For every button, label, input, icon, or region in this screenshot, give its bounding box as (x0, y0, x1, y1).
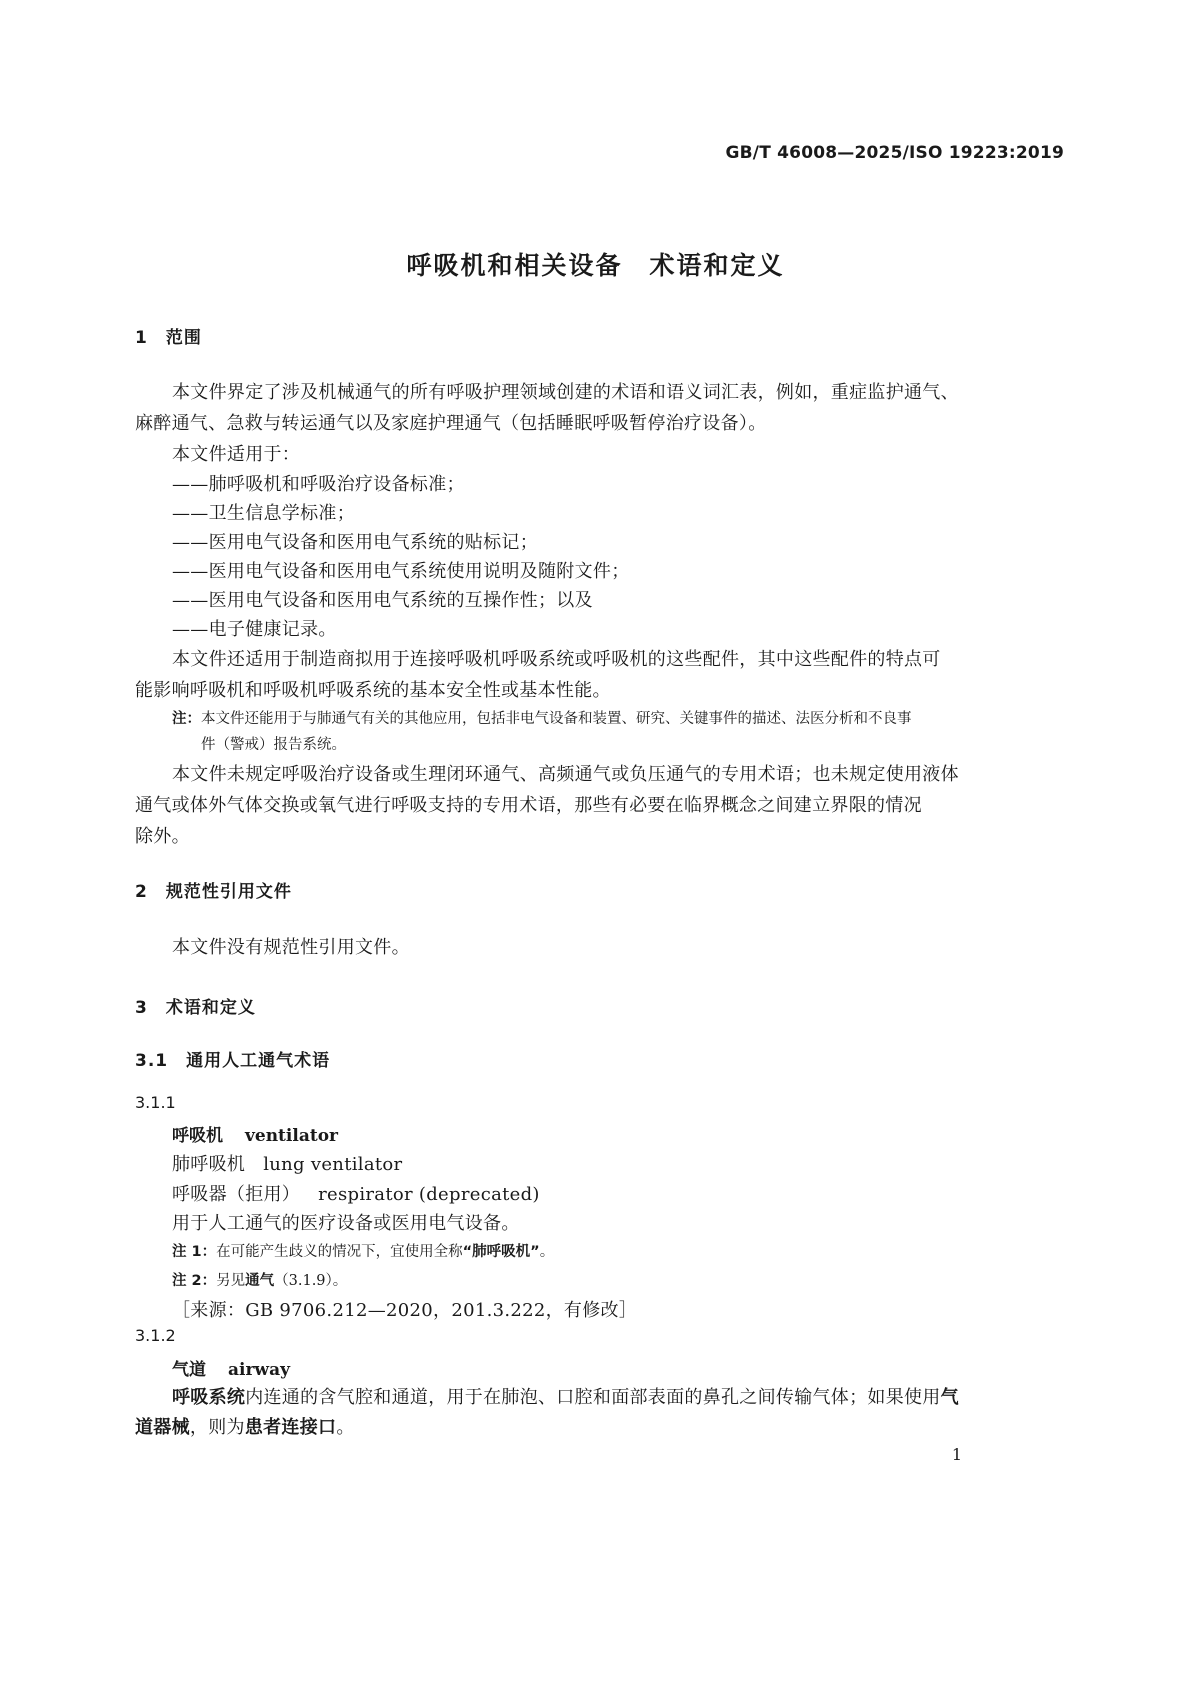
term-source: ［来源：GB 9706.212—2020，201.3.222，有修改］ (172, 1300, 638, 1321)
definition-text: ，则为 (189, 1417, 245, 1438)
term-note-2 (172, 1269, 347, 1290)
scope-list-item: ——卫生信息学标准； (172, 503, 355, 524)
term-definition-line-1 (172, 1383, 959, 1409)
term-synonym (172, 1150, 402, 1176)
note-term: 通气 (245, 1273, 275, 1289)
section-1-heading: 1 范围 (135, 328, 202, 348)
scope-note-label: 注： (172, 711, 201, 727)
normative-references-paragraph: 本文件没有规范性引用文件。 (172, 937, 410, 958)
term-en: airway (228, 1360, 290, 1380)
scope-list-item: ——肺呼吸机和呼吸治疗设备标准； (172, 474, 465, 495)
scope-list-item: ——医用电气设备和医用电气系统的互操作性；以及 (172, 590, 593, 611)
synonym-zh: 呼吸器（拒用） (172, 1184, 301, 1205)
cross-reference-term: 患者连接口 (244, 1417, 337, 1438)
scope-paragraph-4-line-1: 本文件未规定呼吸治疗设备或生理闭环通气、高频通气或负压通气的专用术语；也未规定使用液体 (172, 764, 959, 785)
scope-paragraph-3-line-1: 本文件还适用于制造商拟用于连接呼吸机呼吸系统或呼吸机的这些配件，其中这些配件的特点可 (172, 649, 941, 670)
term-zh: 呼吸机 (172, 1126, 223, 1146)
scope-note-line-1 (172, 707, 912, 728)
scope-list-item: ——电子健康记录。 (172, 619, 337, 640)
term-definition-line-2 (135, 1413, 355, 1439)
page-number: 1 (951, 1445, 962, 1464)
definition-text: 。 (336, 1417, 355, 1438)
term-definition: 用于人工通气的医疗设备或医用电气设备。 (172, 1213, 520, 1234)
note-label: 注 1： (172, 1244, 217, 1260)
term-en: ventilator (245, 1126, 338, 1146)
definition-text: 内连通的含气腔和通道，用于在肺泡、口腔和面部表面的鼻孔之间传输气体；如果使用 (245, 1387, 941, 1408)
term-deprecated-synonym (172, 1180, 540, 1206)
scope-paragraph-4-line-2: 通气或体外气体交换或氧气进行呼吸支持的专用术语，那些有必要在临界概念之间建立界限的情况 (135, 795, 922, 816)
scope-list-item: ——医用电气设备和医用电气系统的贴标记； (172, 532, 538, 553)
subsection-3-1-heading: 3.1 通用人工通气术语 (135, 1051, 331, 1071)
scope-note-line-2: 件（警戒）报告系统。 (201, 737, 346, 753)
term-note-1 (172, 1240, 554, 1261)
scope-paragraph-1-line-1: 本文件界定了涉及机械通气的所有呼吸护理领域创建的术语和语义词汇表，例如，重症监护通气、 (172, 382, 959, 403)
note-text: （3.1.9）。 (274, 1273, 348, 1289)
term-heading (172, 1355, 290, 1380)
scope-list-item: ——医用电气设备和医用电气系统使用说明及随附文件； (172, 561, 630, 582)
synonym-zh: 肺呼吸机 (172, 1154, 246, 1175)
term-number: 3.1.1 (135, 1093, 176, 1112)
section-2-heading: 2 规范性引用文件 (135, 882, 292, 902)
scope-paragraph-3-line-2: 能影响呼吸机和呼吸机呼吸系统的基本安全性或基本性能。 (135, 680, 611, 701)
term-heading (172, 1121, 338, 1146)
document-title: 呼吸机和相关设备 术语和定义 (406, 251, 785, 280)
scope-paragraph-4-line-3: 除外。 (135, 826, 190, 847)
scope-note-text: 本文件还能用于与肺通气有关的其他应用，包括非电气设备和装置、研究、关键事件的描述、法医分析和不良事 (201, 711, 912, 727)
cross-reference-term: 呼吸系统 (172, 1387, 246, 1408)
document-id-header: GB/T 46008—2025/ISO 19223:2019 (725, 143, 1064, 163)
note-term: “肺呼吸机” (462, 1244, 540, 1260)
note-text: 。 (539, 1244, 555, 1260)
note-text: 另见 (216, 1273, 246, 1289)
synonym-en: lung ventilator (263, 1154, 403, 1175)
term-number: 3.1.2 (135, 1326, 176, 1345)
scope-paragraph-1-line-2: 麻醉通气、急救与转运通气以及家庭护理通气（包括睡眠呼吸暂停治疗设备）。 (135, 413, 767, 434)
note-text: 在可能产生歧义的情况下，宜使用全称 (216, 1244, 463, 1260)
section-3-heading: 3 术语和定义 (135, 998, 256, 1018)
cross-reference-term: 气 (940, 1387, 959, 1408)
note-label: 注 2： (172, 1273, 217, 1289)
synonym-en: respirator (deprecated) (318, 1184, 540, 1205)
scope-paragraph-2: 本文件适用于： (172, 444, 301, 465)
term-zh: 气道 (172, 1360, 206, 1380)
cross-reference-term: 道器械 (135, 1417, 190, 1438)
